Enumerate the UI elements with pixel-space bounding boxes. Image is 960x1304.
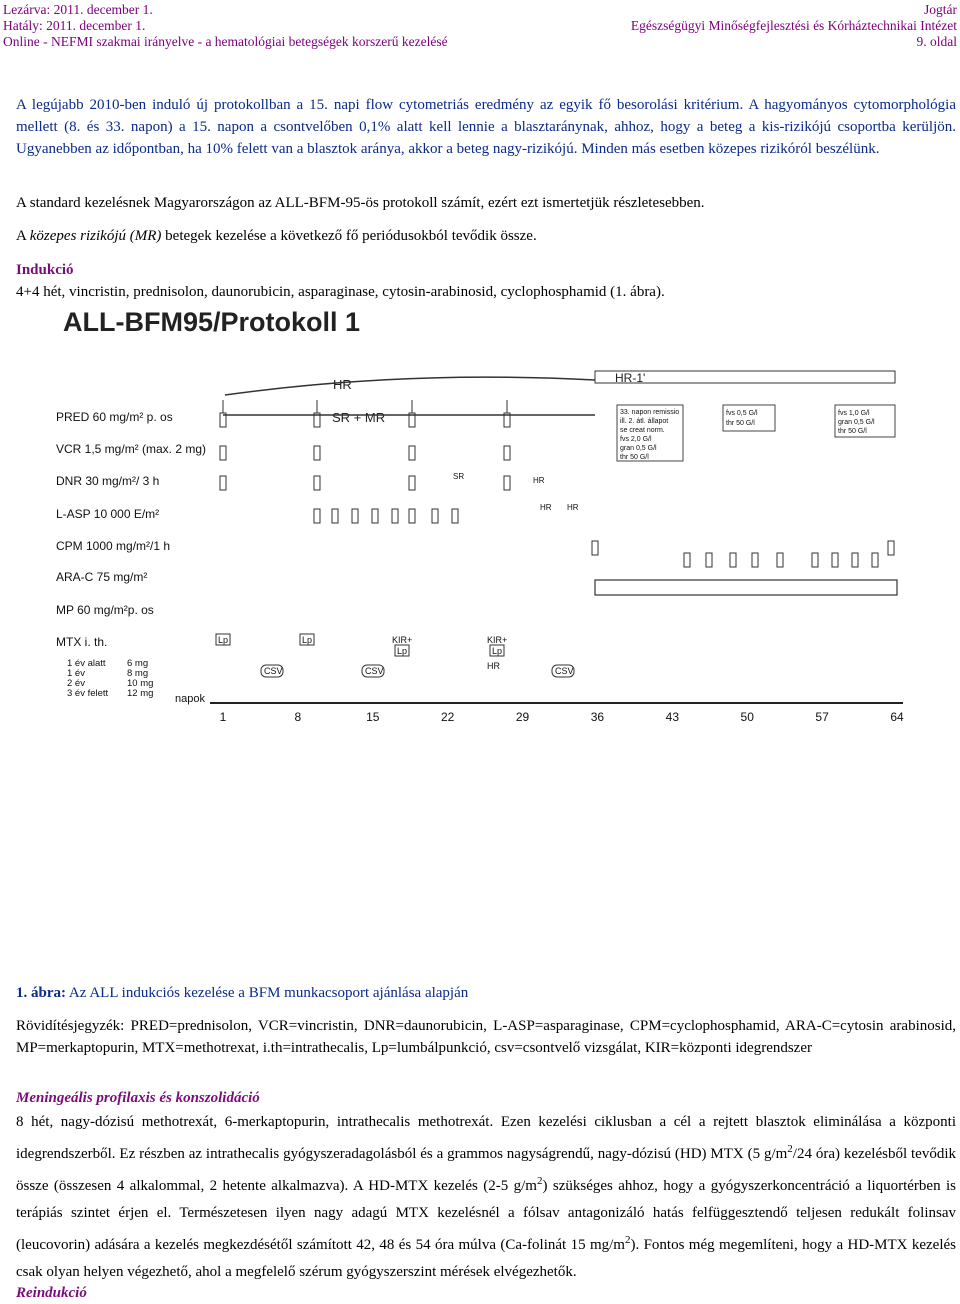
men-sup2: 2	[536, 1175, 543, 1187]
mtx-age-3: 2 év	[67, 678, 85, 689]
dose-marker	[432, 509, 438, 523]
caption-label: 1. ábra:	[16, 985, 66, 1001]
header-right	[631, 2, 957, 50]
caption-text: Az ALL indukciós kezelése a BFM munkacsoport ajánlása alapján	[66, 985, 469, 1001]
dose-marker	[392, 509, 398, 523]
dose-marker	[592, 541, 598, 555]
box1-line6: thr 50 G/l	[620, 454, 649, 461]
dose-marker	[452, 509, 458, 523]
mtx-dose-3: 10 mg	[127, 678, 154, 689]
paragraph-mr-a: A	[16, 228, 30, 244]
day-labels	[220, 710, 904, 724]
lp-label-3: Lp	[397, 646, 408, 656]
mtx-dose-2: 8 mg	[127, 668, 149, 679]
men-1: 8 hét, nagy-dózisú methotrexát, 6-merkaptopurin, intrathecalis methotrexát. Ezen kezelési ciklusban a cél a rejtett blasztok eliminálása a központi idegrendszerből. Ez részben az intrathecalis gyógyszeradagolásból és a grammos nagyságrendű, nagy-dózisú (HD) MTX (5 g/m	[16, 1114, 956, 1162]
drug-cpm: CPM 1000 mg/m²/1 h	[56, 539, 171, 553]
protocol-figure	[55, 305, 915, 725]
drug-labels	[56, 410, 206, 649]
drug-lasp: L-ASP 10 000 E/m²	[56, 507, 160, 521]
hr-label-2: HR	[533, 476, 545, 485]
drug-arac: ARA-C 75 mg/m²	[56, 570, 148, 584]
box2-line2: thr 50 G/l	[726, 420, 755, 427]
kir-label-1: KIR+	[392, 635, 413, 645]
sr-hr-markers	[453, 472, 579, 512]
dose-marker	[852, 553, 858, 567]
dose-marker	[812, 553, 818, 567]
paragraph-flow-text: A legújabb 2010-ben induló új protokollban a 15. napi flow cytometriás eredmény az egyik fő besorolási kritérium. A hagyományos cytomorphológia mellett (8. és 33. napon) a 15. napon a csontvelőben 0,1% alatt kell lennie a blasztaránynak, ahhoz, hogy a beteg a kis-rizikójú csoportba kerüljön. Ugyanebben az időpontban, ha 10% felett van a blasztok aránya, akkor a beteg nagy-rizikójú. Minden más esetben közepes rizikóról beszélünk.	[16, 97, 956, 157]
dose-marker	[314, 446, 320, 460]
kir-label-2: KIR+	[487, 635, 508, 645]
mtx-age-1: 1 év alatt	[67, 658, 106, 669]
srmr-label: SR + MR	[332, 410, 386, 425]
day-label: 15	[366, 710, 380, 724]
criteria-boxes	[617, 405, 895, 461]
dose-marker	[777, 553, 783, 567]
header-doc-title: Online - NEFMI szakmai irányelve - a hematológiai betegségek korszerű kezelésé	[3, 34, 448, 49]
figure-caption	[16, 982, 956, 1004]
csv-label-3: CSV	[555, 666, 574, 676]
lp-label-4: Lp	[492, 646, 503, 656]
hr-label: HR	[333, 377, 352, 392]
hr-label-4: HR	[567, 503, 579, 512]
men-sup3: 2	[624, 1234, 631, 1246]
hr1-label: HR-1'	[615, 371, 646, 385]
hr-small-label: HR	[487, 661, 500, 671]
sr-label-1: SR	[453, 472, 465, 481]
meningealis-title: Meningeális profilaxis és konszolidáció	[16, 1090, 260, 1106]
mtx-age-2: 1 év	[67, 668, 85, 679]
box3-line1: fvs 1,0 G/l	[838, 410, 870, 417]
dose-marker	[314, 476, 320, 490]
hr-arrow	[225, 377, 595, 395]
box1-line2: ill. 2. átl. állapot	[620, 418, 669, 425]
lp-label-1: Lp	[218, 635, 229, 645]
box1-line4: fvs 2,0 G/l	[620, 436, 652, 443]
csv-markers	[261, 665, 574, 677]
header-left	[3, 2, 448, 50]
header-jogtar: Jogtár	[924, 2, 957, 17]
dose-marker	[220, 446, 226, 460]
paragraph-mr	[16, 225, 956, 247]
box2-line1: fvs 0,5 G/l	[726, 410, 758, 417]
reindukcio-title: Reindukció	[16, 1285, 87, 1301]
dose-marker	[332, 509, 338, 523]
abbreviations: Rövidítésjegyzék: PRED=prednisolon, VCR=vincristin, DNR=daunorubicin, L-ASP=asparaginase, CPM=cyclophosphamid, ARA-C=cytosin arabinosid, MP=merkaptopurin, MTX=methotrexat, i.th=intrathecalis, Lp=lumbálpunkció, csv=csontvelő vizsgálat, KIR=központi idegrendszer	[16, 1018, 956, 1056]
box1-line3: se creat norm.	[620, 427, 665, 434]
dose-marker	[684, 553, 690, 567]
indukcio-text: 4+4 hét, vincristin, prednisolon, daunorubicin, asparaginase, cytosin-arabinosid, cyclophosphamid (1. ábra).	[16, 284, 665, 300]
reindukcio-heading	[16, 1282, 956, 1304]
drug-mp: MP 60 mg/m²p. os	[56, 603, 154, 617]
dose-marker	[409, 446, 415, 460]
dose-marker	[409, 509, 415, 523]
day-label: 64	[890, 710, 904, 724]
meningealis-text	[16, 1109, 956, 1286]
day-label: 29	[515, 710, 530, 724]
box3-line3: thr 50 G/l	[838, 428, 867, 435]
lp-labels	[216, 634, 507, 671]
indukcio-title: Indukció	[16, 262, 74, 278]
day-label: 8	[294, 710, 302, 724]
paragraph-mr-italic: közepes rizikójú (MR)	[29, 228, 162, 244]
paragraph-mr-b: betegek kezelése a következő fő periódusokból tevődik össze.	[161, 228, 537, 244]
men-2: /24 óra) kezelésből tevődik össze (összesen 4 alkalommal, 2 hetente alkalmazva). A HD-MTX kezelés (2-5 g/m	[16, 1146, 956, 1194]
meningealis-heading	[16, 1087, 956, 1109]
dose-marker	[832, 553, 838, 567]
dose-marker	[314, 509, 320, 523]
dose-marker	[730, 553, 736, 567]
dose-marker	[372, 509, 378, 523]
dose-marker	[752, 553, 758, 567]
drug-vcr: VCR 1,5 mg/m² (max. 2 mg)	[56, 442, 207, 456]
paragraph-flow-cytometry	[16, 94, 956, 160]
dose-marker	[220, 476, 226, 490]
figure-title: ALL-BFM95/Protokoll 1	[63, 307, 361, 337]
csv-label-2: CSV	[365, 666, 384, 676]
header-institute: Egészségügyi Minőségfejlesztési és Kórháztechnikai Intézet	[630, 18, 957, 33]
men-sup1: 2	[787, 1143, 793, 1155]
box1-line5: gran 0,5 G/l	[620, 445, 657, 452]
drug-mtx: MTX i. th.	[56, 635, 108, 649]
mtx-dose-1: 6 mg	[127, 658, 149, 669]
day-label: 43	[665, 710, 680, 724]
criteria-box-2	[723, 405, 775, 431]
day-label: 22	[440, 710, 455, 724]
day-label: 50	[740, 710, 754, 724]
box1-line1: 33. napon remissio	[620, 409, 680, 416]
dose-marker	[504, 446, 510, 460]
drug-pred: PRED 60 mg/m² p. os	[56, 410, 173, 424]
mp-bar	[595, 580, 897, 595]
dose-marker	[872, 553, 878, 567]
mtx-dose-table	[67, 658, 153, 699]
header-page-number: 9. oldal	[916, 34, 957, 49]
dose-marker	[888, 541, 894, 555]
men-4: ). Fontos még megemlíteni, hogy a HD-MTX kezelés csak olyan helyen végezhető, ahol a megfelelő szérum gyógyszerszint mérések elvégezhetők.	[16, 1237, 956, 1280]
dose-marker	[409, 476, 415, 490]
day-label: 36	[590, 710, 605, 724]
hr-label-3: HR	[540, 503, 552, 512]
timeline-markers	[220, 400, 894, 567]
napok-label: napok	[175, 693, 205, 705]
mtx-dose-4: 12 mg	[127, 688, 154, 699]
dose-marker	[352, 509, 358, 523]
drug-dnr: DNR 30 mg/m²/ 3 h	[56, 474, 160, 488]
box3-line2: gran 0,5 G/l	[838, 419, 875, 426]
paragraph-standard: A standard kezelésnek Magyarországon az ALL-BFM-95-ös protokoll számít, ezért ezt ismertetjük részletesebben.	[16, 195, 705, 211]
dose-marker	[504, 476, 510, 490]
dose-marker	[706, 553, 712, 567]
mtx-age-4: 3 év felett	[67, 688, 109, 699]
day-label: 57	[815, 710, 829, 724]
indukcio-heading	[16, 259, 956, 281]
lp-label-2: Lp	[302, 635, 313, 645]
men-3: ) szükséges ahhoz, hogy a gyógyszerkoncentráció a liquortérben is terápiás szintet érjen el. Természetesen ilyen nagy adagú MTX kezelésnél a fólsav antagonizáló hatás felfüggesztendő teljesen redukált folinsav (leucovorin) adására a kezelés megkezdésétől számított 42, 48 és 54 óra múlva (Ca-folinát 15 mg/m	[16, 1178, 956, 1253]
header-lezarva: Lezárva: 2011. december 1.	[3, 2, 153, 17]
header-hataly: Hatály: 2011. december 1.	[3, 18, 146, 33]
day-label: 1	[219, 710, 227, 724]
csv-label-1: CSV	[264, 666, 283, 676]
